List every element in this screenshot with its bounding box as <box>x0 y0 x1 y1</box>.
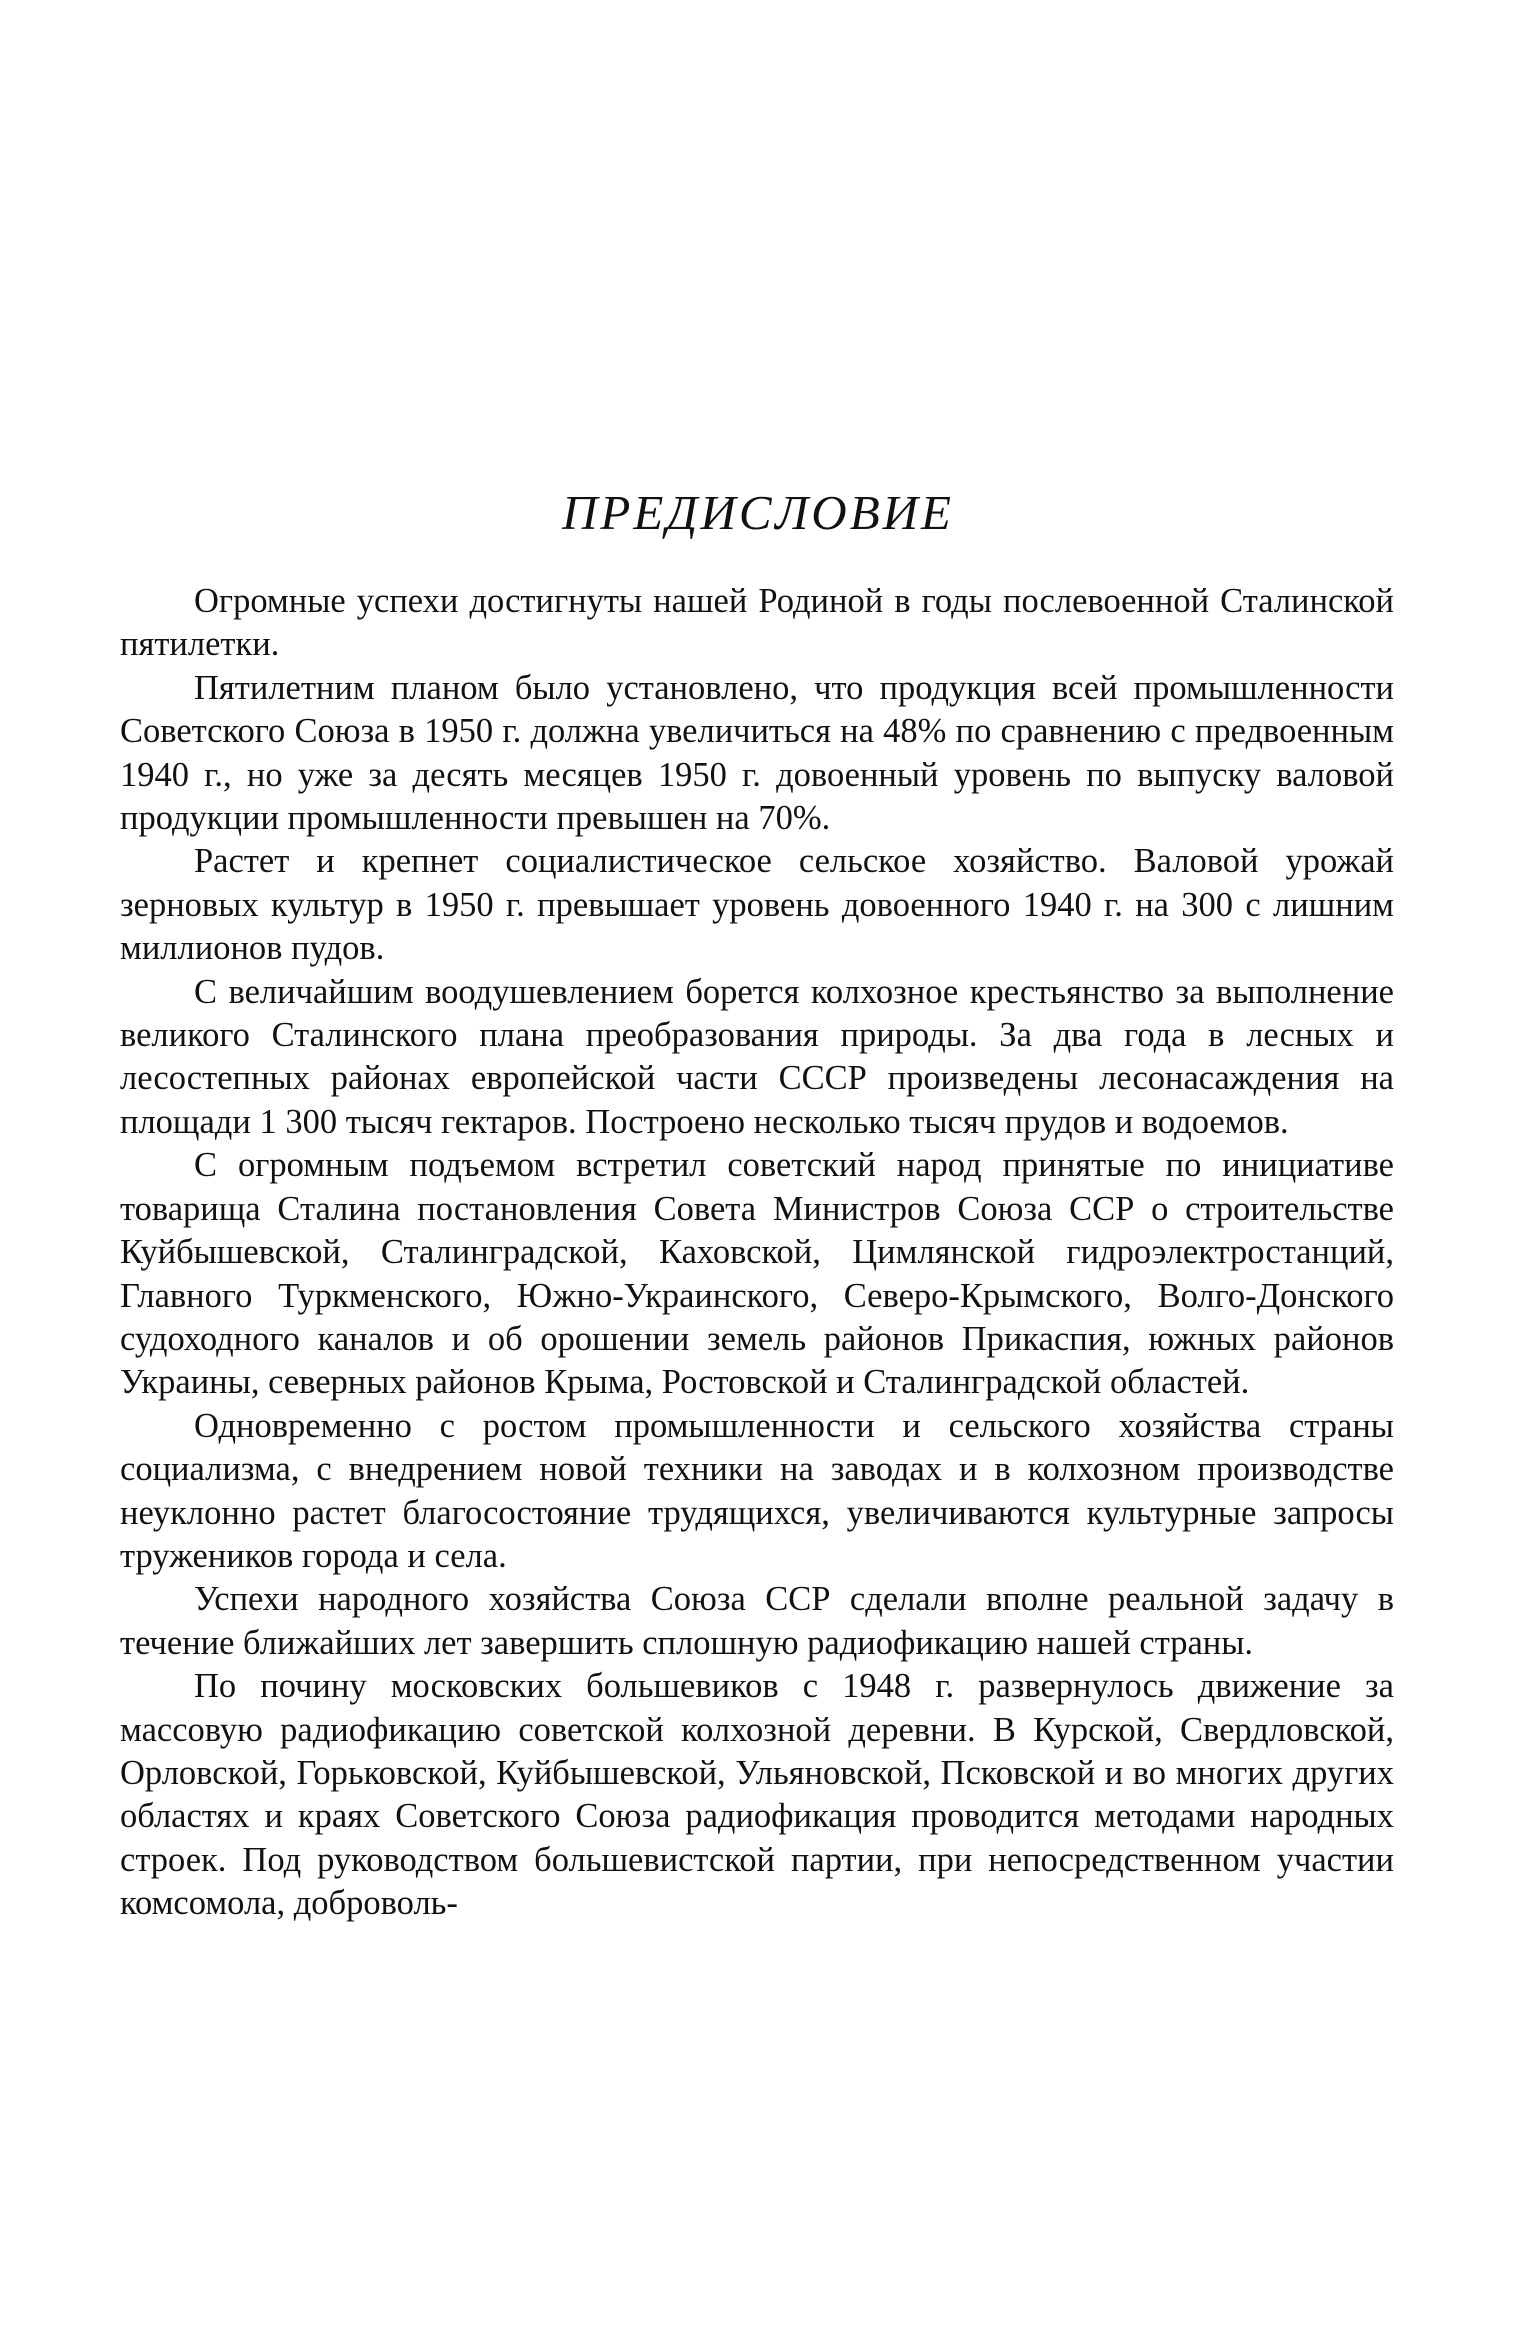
paragraph-2: Пятилетним планом было установлено, что продукция всей промышленности Советского Союза в 1950 г. должна увеличиться на 48% по сравнению с предвоенным 1940 г., но уже за десять месяцев 1950 г. довоенный уровень по выпуску валовой продукции промышленности превышен на 70%. <box>120 668 1394 838</box>
paragraph-4: С величайшим воодушевлением борется колхозное крестьянство за выполнение великого Сталинского плана преобразования природы. За два года в лесных и лесостепных районах европейской части СССР произведены лесонасаждения на площади 1 300 тысяч гектаров. Построено несколько тысяч прудов и водоемов. <box>120 972 1394 1141</box>
paragraph-1: Огромные успехи достигнуты нашей Родиной в годы послевоенной Сталинской пятилетки. <box>120 582 1394 664</box>
paragraph-7: Успехи народного хозяйства Союза ССР сделали вполне реальной задачу в течение ближайших лет завершить сплошную радиофикацию нашей страны. <box>120 1580 1394 1662</box>
paragraph-6: Одновременно с ростом промышленности и сельского хозяйства страны социализма, с внедрением новой техники на заводах и в колхозном производстве неуклонно растет благосостояние трудящихся, увеличиваются культурные запросы тружеников города и села. <box>120 1406 1394 1575</box>
paragraph-3: Растет и крепнет социалистическое сельское хозяйство. Валовой урожай зерновых культур в 1950 г. превышает уровень довоенного 1940 г. на 300 с лишним миллионов пудов. <box>120 842 1394 968</box>
page-title: ПРЕДИСЛОВИЕ <box>562 485 954 540</box>
paragraph-8: По почину московских большевиков с 1948 г. развернулось движение за массовую радиофикацию советской колхозной деревни. В Курской, Свердловской, Орловской, Горьковской, Куйбышевской, Ульяновской, Псковской и во многих других областях и краях Советского Союза радиофикация проводится методами народных строек. Под руководством большевистской партии, при непосредственном участии комсомола, доброволь- <box>120 1667 1394 1923</box>
paragraph-5: С огромным подъемом встретил советский народ принятые по инициативе товарища Сталина постановления Совета Министров Союза ССР о строительстве Куйбышевской, Сталинградской, Каховской, Цимлянской гидроэлектростанций, Главного Туркменского, Южно-Украинского, Северо-Крымского, Волго-Донского судоходного каналов и об орошении земель районов Прикаспия, южных районов Украины, северных районов Крыма, Ростовской и Сталинградской областей. <box>120 1146 1394 1402</box>
body-text <box>120 580 1394 1926</box>
